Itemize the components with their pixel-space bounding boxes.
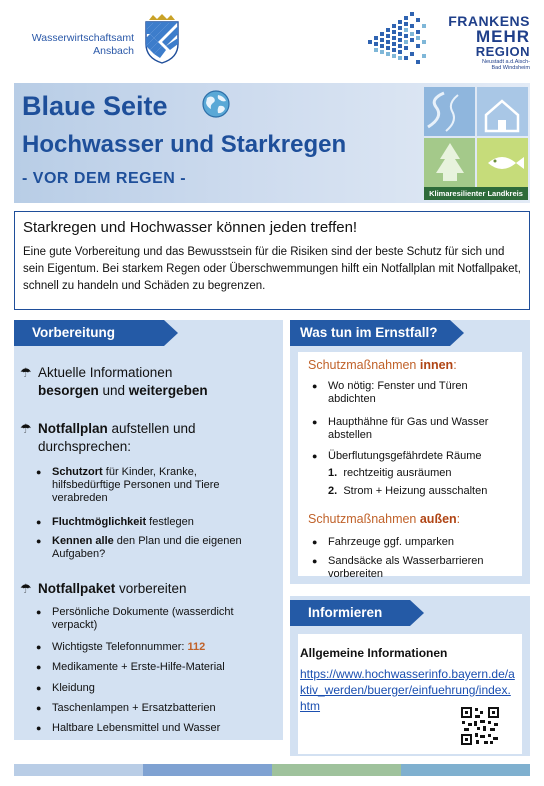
list-item-flucht (36, 516, 262, 529)
list-item-notfallplan (20, 420, 196, 454)
bullet-icon: ● (312, 556, 318, 566)
list-item-lebensmittel (36, 722, 262, 735)
agency-line2: Ansbach (93, 45, 134, 57)
list-item-notfallpaket (20, 580, 187, 598)
brand-subtitle (466, 59, 530, 71)
bullet-icon: ● (312, 381, 318, 391)
item3-bold: Notfallpaket (38, 581, 116, 596)
agency-line1: Wasserwirtschaftsamt (31, 32, 134, 44)
sub-bold: Schutzort (52, 466, 103, 478)
outside-bold: außen (419, 512, 457, 526)
agency-name (18, 32, 134, 58)
footer-segment-1 (14, 764, 143, 776)
outside-colon: : (456, 512, 461, 526)
qr-code-icon (460, 706, 500, 746)
brand-line2: MEHR (475, 27, 530, 46)
item3-rest: vorbereiten (115, 581, 187, 596)
bullet-icon: ● (312, 537, 318, 547)
outside-label: Schutzmaßnahmen (308, 512, 420, 526)
step-number: 1. (328, 467, 338, 479)
item1-line2 (38, 382, 273, 400)
step-text: rechtzeitig ausräumen (343, 467, 452, 479)
list-item-kleidung (36, 682, 262, 695)
sub-text: Wichtigste Telefonnummer: (52, 641, 188, 653)
intro-headline: Starkregen und Hochwasser können jeden treffen! (23, 219, 358, 236)
brand-wordmark (430, 14, 530, 59)
bullet-icon: ● (36, 723, 42, 733)
sub-text: den Plan und die eigenen Aufgaben? (52, 535, 242, 560)
emergency-card (298, 352, 522, 580)
sub-text: für Kinder, Kranke, hilfsbedürftige Personen und Tiere verabreden (52, 466, 220, 504)
bullet-icon: ● (36, 662, 42, 672)
list-item-taschenlampen (36, 702, 262, 715)
item1-line1: Aktuelle Informationen (38, 365, 173, 380)
umbrella-icon: ☂ (20, 365, 32, 380)
bullet-icon: ● (36, 607, 42, 617)
brand-line1: FRANKENS (448, 13, 530, 29)
sub-text: Medikamente + Erste-Hilfe-Material (52, 661, 225, 673)
item1-bold2: weitergeben (128, 383, 208, 398)
item2-line2: durchsprechen: (38, 439, 132, 454)
preparation-panel (14, 320, 283, 740)
bullet-icon: ● (36, 467, 42, 477)
brand-sub1: Neustadt a.d.Aisch- (482, 59, 530, 65)
list-item-sandsaecke (312, 555, 518, 581)
rsub-text: Wo nötig: Fenster und Türen abdichten (328, 380, 468, 405)
inside-heading (308, 358, 457, 372)
tab-vorbereitung: Vorbereitung (14, 320, 164, 346)
list-item-fahrzeuge (312, 536, 518, 549)
sub-text: Haltbare Lebensmittel und Wasser (52, 722, 221, 734)
rsub-text: Sandsäcke als Wasserbarrieren vorbereiten (328, 555, 484, 580)
sub-bold: Fluchtmöglichkeit (52, 516, 147, 528)
umbrella-icon: ☂ (20, 421, 32, 436)
info-panel (290, 596, 530, 756)
sub-bold: Kennen alle (52, 535, 114, 547)
globe-icon (201, 89, 231, 119)
sub-text: Persönliche Dokumente (wasserdicht verpackt) (52, 606, 234, 631)
page-tagline: - VOR DEM REGEN - (22, 170, 187, 187)
list-item-fenster (312, 380, 518, 406)
intro-body: Eine gute Vorbereitung und das Bewusstsein für die Risiken sind der beste Schutz für sich und sein Eigentum. Bei starkem Regen oder Überschwemmungen hilft ein Notfallplan mit Notfallpaket, schnell zu handeln und Schäden zu begrenzen. (23, 246, 521, 292)
inside-label: Schutzmaßnahmen (308, 358, 420, 372)
list-item-dokumente (36, 606, 262, 632)
rsub-text: Fahrzeuge ggf. umparken (328, 536, 454, 548)
rsub-text: Haupthähne für Gas und Wasser abstellen (328, 416, 489, 441)
intro-box (14, 211, 530, 310)
step-text: Strom + Heizung ausschalten (343, 485, 488, 497)
bullet-icon: ● (312, 417, 318, 427)
brand-line3: REGION (475, 44, 530, 59)
list-item-raeume (312, 450, 518, 463)
list-item-telefon (36, 641, 262, 654)
page-subtitle: Hochwasser und Starkregen (22, 131, 347, 158)
bullet-icon: ● (36, 703, 42, 713)
emergency-panel (290, 320, 530, 584)
bullet-icon: ● (36, 517, 42, 527)
klima-badge: Klimaresilienter Landkreis (424, 187, 528, 200)
list-item-haupthaehne (312, 416, 518, 442)
list-item-medikamente (36, 661, 262, 674)
list-item-schutzort (36, 466, 262, 505)
sub-text: Taschenlampen + Ersatzbatterien (52, 702, 216, 714)
footer-segment-4 (401, 764, 530, 776)
bavarian-coat-of-arms-icon (143, 14, 181, 64)
umbrella-icon: ☂ (20, 581, 32, 596)
inside-colon: : (453, 358, 457, 372)
sub-text: Kleidung (52, 682, 95, 694)
bullet-icon: ● (36, 642, 42, 652)
hochwasserinfo-link[interactable]: https://www.hochwasserinfo.bayern.de/aktiv_werden/buerger/einfuehrung/index.htm (300, 667, 515, 713)
step-1 (328, 467, 452, 480)
item-text (38, 580, 273, 598)
klimaresilienter-landkreis-logo (424, 87, 528, 200)
info-heading: Allgemeine Informationen (300, 646, 448, 660)
item1-bold1: besorgen (38, 383, 99, 398)
title-banner (14, 83, 530, 203)
item-text (38, 420, 273, 456)
bullet-icon: ● (36, 536, 42, 546)
brand-sub2: Bad Windsheim (491, 65, 530, 71)
page-title: Blaue Seite (22, 91, 168, 121)
item-text (38, 364, 273, 400)
footer-segment-2 (143, 764, 272, 776)
list-item-plan-kennen (36, 535, 262, 561)
item2-line1 (38, 420, 273, 438)
item2-bold: Notfallplan (38, 421, 108, 436)
step-number: 2. (328, 485, 338, 497)
inside-bold: innen (419, 358, 454, 372)
item2-rest: aufstellen und (107, 421, 196, 436)
outside-heading (308, 512, 460, 526)
list-item-informationen (20, 364, 208, 398)
tab-ernstfall: Was tun im Ernstfall? (290, 320, 450, 346)
footer-color-bar (14, 764, 530, 776)
footer-segment-3 (272, 764, 401, 776)
bullet-icon: ● (312, 451, 318, 461)
sub-text: festlegen (146, 516, 194, 528)
item1-connector: und (98, 383, 129, 398)
tab-informieren: Informieren (290, 600, 410, 626)
bullet-icon: ● (36, 683, 42, 693)
rsub-text: Überflutungsgefährdete Räume (328, 450, 482, 462)
emergency-number: 112 (187, 641, 206, 653)
step-2 (328, 485, 487, 498)
